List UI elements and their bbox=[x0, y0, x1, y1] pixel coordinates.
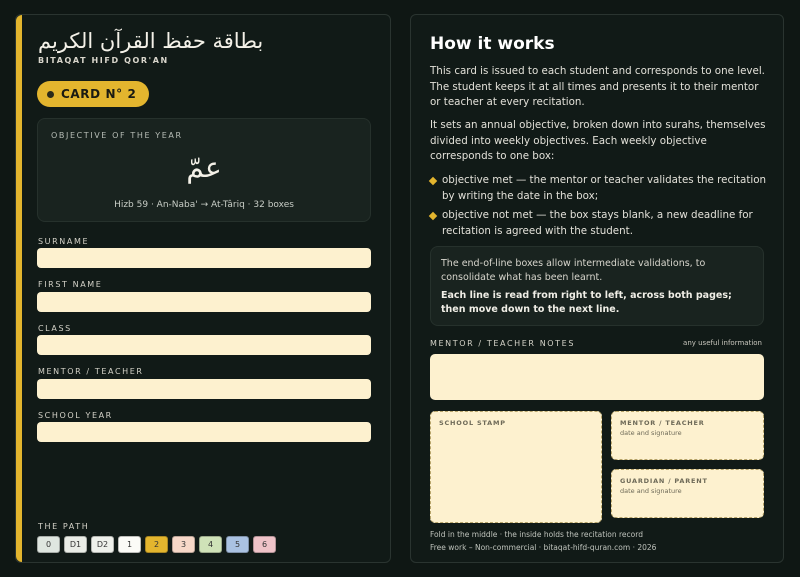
school-stamp-box[interactable] bbox=[430, 411, 602, 523]
instructions-panel bbox=[410, 14, 784, 563]
mentor-signature-box[interactable] bbox=[611, 411, 764, 460]
level-chip: D2 bbox=[91, 536, 114, 553]
diamond-bullet-icon bbox=[429, 177, 437, 185]
license-note: Free work – Non-commercial · bitaqat-hifd-quran.com · 2026 bbox=[430, 543, 657, 552]
guardian-signature-label: GUARDIAN / PARENT bbox=[620, 477, 708, 485]
arabic-title: بطاقة حفظ القرآن الكريم bbox=[38, 29, 264, 53]
reading-note-box bbox=[430, 246, 764, 326]
mentor-label: MENTOR / TEACHER bbox=[38, 367, 144, 376]
bullet-text: objective not met — the box stays blank, a new deadline for recitation is agreed with the student. bbox=[442, 209, 753, 237]
level-chip: 3 bbox=[172, 536, 195, 553]
notes-label: MENTOR / TEACHER NOTES bbox=[430, 339, 575, 348]
level-chip: 4 bbox=[199, 536, 222, 553]
class-field[interactable] bbox=[37, 335, 371, 355]
level-chip: 1 bbox=[118, 536, 141, 553]
school-year-label: SCHOOL YEAR bbox=[38, 411, 113, 420]
guardian-signature-sub: date and signature bbox=[620, 487, 682, 495]
objective-box bbox=[37, 118, 371, 222]
notes-hint: any useful information bbox=[683, 339, 762, 347]
card-number-badge bbox=[37, 81, 149, 107]
objective-paragraph: It sets an annual objective, broken down into surahs, themselves divided into weekly objectives. Each weekly objective corresponds to one box: bbox=[430, 119, 766, 162]
bullet-objective-not-met bbox=[430, 208, 768, 239]
dot-icon bbox=[47, 91, 54, 98]
surname-label: SURNAME bbox=[38, 237, 90, 246]
bullet-text: objective met — the mentor or teacher validates the recitation by writing the date in the box; bbox=[442, 174, 767, 202]
surname-field[interactable] bbox=[37, 248, 371, 268]
mentor-signature-sub: date and signature bbox=[620, 429, 682, 437]
diamond-bullet-icon bbox=[429, 212, 437, 220]
fold-note: Fold in the middle · the inside holds the recitation record bbox=[430, 530, 643, 539]
card-number-label: CARD N° 2 bbox=[61, 87, 137, 101]
level-chip: 0 bbox=[37, 536, 60, 553]
mentor-signature-label: MENTOR / TEACHER bbox=[620, 419, 705, 427]
first-name-field[interactable] bbox=[37, 292, 371, 312]
mentor-field[interactable] bbox=[37, 379, 371, 399]
intro-paragraph: This card is issued to each student and corresponds to one level. The student keeps it at all times and presents it to their mentor or teacher at every recitation. bbox=[430, 65, 765, 108]
level-chip-current: 2 bbox=[145, 536, 168, 553]
class-label: CLASS bbox=[38, 324, 72, 333]
path-label: THE PATH bbox=[38, 522, 90, 531]
note-bold-text: Each line is read from right to left, across both pages; then move down to the next line. bbox=[441, 290, 732, 315]
path-levels bbox=[37, 536, 276, 553]
school-year-field[interactable] bbox=[37, 422, 371, 442]
school-stamp-label: SCHOOL STAMP bbox=[439, 419, 506, 427]
card-front-panel bbox=[15, 14, 391, 563]
guardian-signature-box[interactable] bbox=[611, 469, 764, 518]
notes-area[interactable] bbox=[430, 354, 764, 400]
how-it-works-title: How it works bbox=[430, 34, 555, 54]
objective-details: Hizb 59 · An-Naba' → At-Târiq · 32 boxes bbox=[114, 200, 294, 210]
first-name-label: FIRST NAME bbox=[38, 280, 103, 289]
transliteration: BITAQAT HIFD QOR'AN bbox=[38, 56, 169, 65]
level-chip: D1 bbox=[64, 536, 87, 553]
level-chip: 5 bbox=[226, 536, 249, 553]
level-chip: 6 bbox=[253, 536, 276, 553]
objective-label: OBJECTIVE OF THE YEAR bbox=[51, 131, 183, 140]
note-text: The end-of-line boxes allow intermediate validations, to consolidate what has been learnt. bbox=[441, 258, 706, 283]
accent-bar bbox=[16, 15, 22, 562]
objective-arabic: عمّ bbox=[186, 151, 222, 184]
bullet-objective-met bbox=[430, 173, 768, 204]
